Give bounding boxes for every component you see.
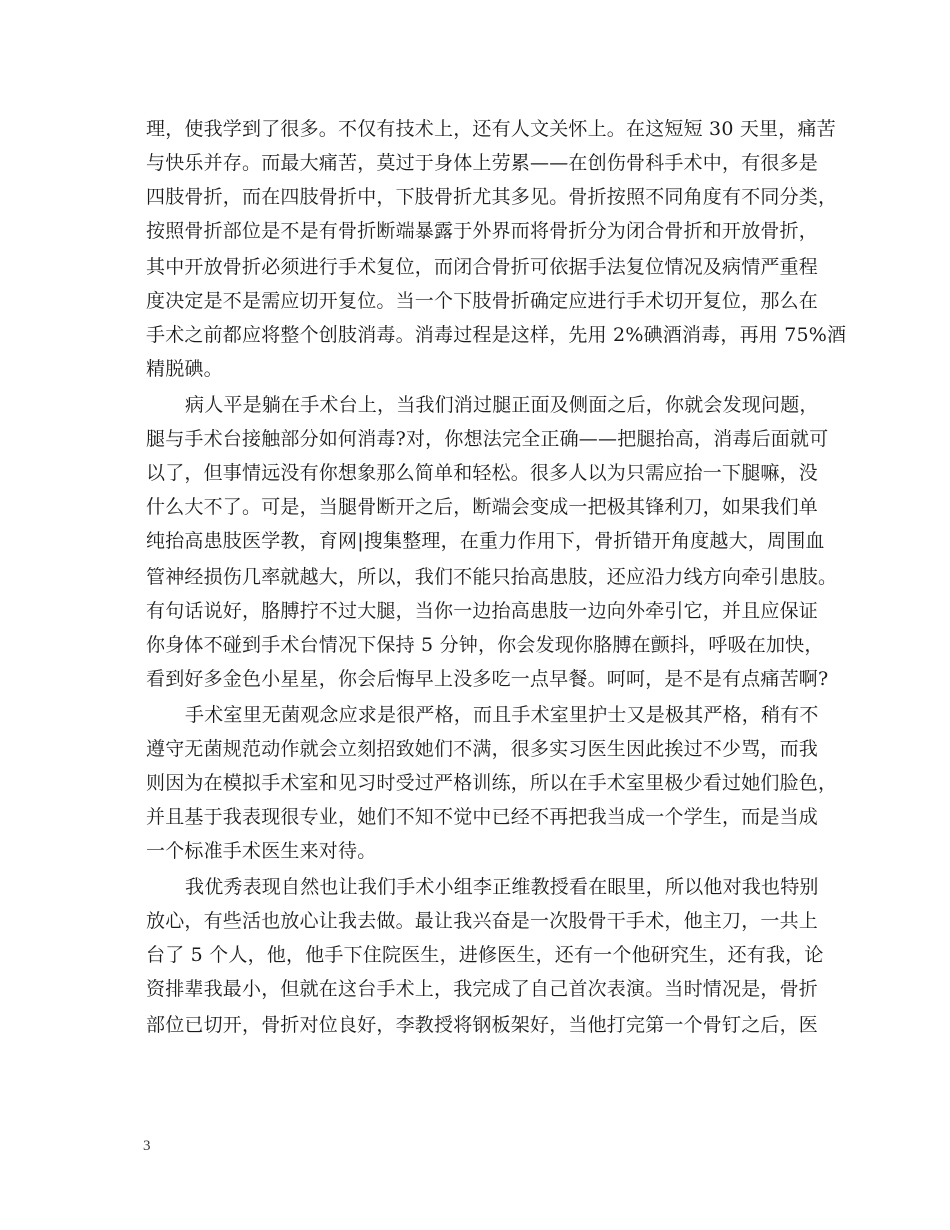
text-line: 手术室里无菌观念应求是很严格，而且手术室里护士又是极其严格，稍有不 — [185, 704, 819, 726]
text-line: 看到好多金色小星星，你会后悔早上没多吃一点早餐。呵呵，是不是有点痛苦啊? — [146, 668, 829, 690]
text-line: 遵守无菌规范动作就会立刻招致她们不满，很多实习医生因此挨过不少骂，而我 — [146, 738, 819, 760]
text-line: 台了 5 个人，他，他手下住院医生，进修医生，还有一个他研究生，还有我，论 — [146, 944, 824, 966]
text-line: 按照骨折部位是不是有骨折断端暴露于外界而将骨折分为闭合骨折和开放骨折， — [146, 220, 819, 242]
text-line: 放心，有些活也放心让我去做。最让我兴奋是一次股骨干手术，他主刀，一共上 — [146, 910, 819, 932]
text-line: 什么大不了。可是，当腿骨断开之后，断端会变成一把极其锋利刀，如果我们单 — [146, 496, 819, 518]
text-line: 度决定是不是需应切开复位。当一个下肢骨折确定应进行手术切开复位，那么在 — [146, 290, 819, 312]
text-line: 一个标准手术医生来对待。 — [146, 840, 377, 862]
text-line: 与快乐并存。而最大痛苦，莫过于身体上劳累——在创伤骨科手术中，有很多是 — [146, 152, 819, 174]
text-line: 有句话说好，胳膊拧不过大腿，当你一边抬高患肢一边向外牵引它，并且应保证 — [146, 600, 819, 622]
page-number: 3 — [143, 1138, 151, 1154]
text-line: 你身体不碰到手术台情况下保持 5 分钟，你会发现你胳膊在颤抖，呼吸在加快， — [146, 634, 824, 656]
text-line: 纯抬高患肢医学教，育网|搜集整理，在重力作用下，骨折错开角度越大，周围血 — [146, 530, 825, 552]
text-line: 资排辈我最小，但就在这台手术上，我完成了自己首次表演。当时情况是，骨折 — [146, 978, 819, 1000]
text-line: 手术之前都应将整个创肢消毒。消毒过程是这样，先用 2%碘酒消毒，再用 75%酒 — [146, 324, 847, 346]
text-line: 部位已切开，骨折对位良好，李教授将钢板架好，当他打完第一个骨钉之后，医 — [146, 1014, 819, 1036]
text-line: 四肢骨折，而在四肢骨折中，下肢骨折尤其多见。骨折按照不同角度有不同分类， — [146, 186, 838, 208]
text-line: 腿与手术台接触部分如何消毒?对，你想法完全正确——把腿抬高，消毒后面就可 — [146, 428, 829, 450]
text-line: 我优秀表现自然也让我们手术小组李正维教授看在眼里，所以他对我也特别 — [185, 876, 819, 898]
text-line: 精脱碘。 — [146, 358, 223, 380]
text-line: 病人平是躺在手术台上，当我们消过腿正面及侧面之后，你就会发现问题， — [185, 394, 819, 416]
text-line: 则因为在模拟手术室和见习时受过严格训练，所以在手术室里极少看过她们脸色， — [146, 772, 838, 794]
text-line: 并且基于我表现很专业，她们不知不觉中已经不再把我当成一个学生，而是当成 — [146, 806, 819, 828]
text-line: 管神经损伤几率就越大，所以，我们不能只抬高患肢，还应沿力线方向牵引患肢。 — [146, 566, 838, 588]
text-line: 以了，但事情远没有你想象那么简单和轻松。很多人以为只需应抬一下腿嘛，没 — [146, 462, 819, 484]
text-line: 其中开放骨折必须进行手术复位，而闭合骨折可依据手法复位情况及病情严重程 — [146, 256, 819, 278]
text-line: 理，使我学到了很多。不仅有技术上，还有人文关怀上。在这短短 30 天里，痛苦 — [146, 118, 836, 140]
